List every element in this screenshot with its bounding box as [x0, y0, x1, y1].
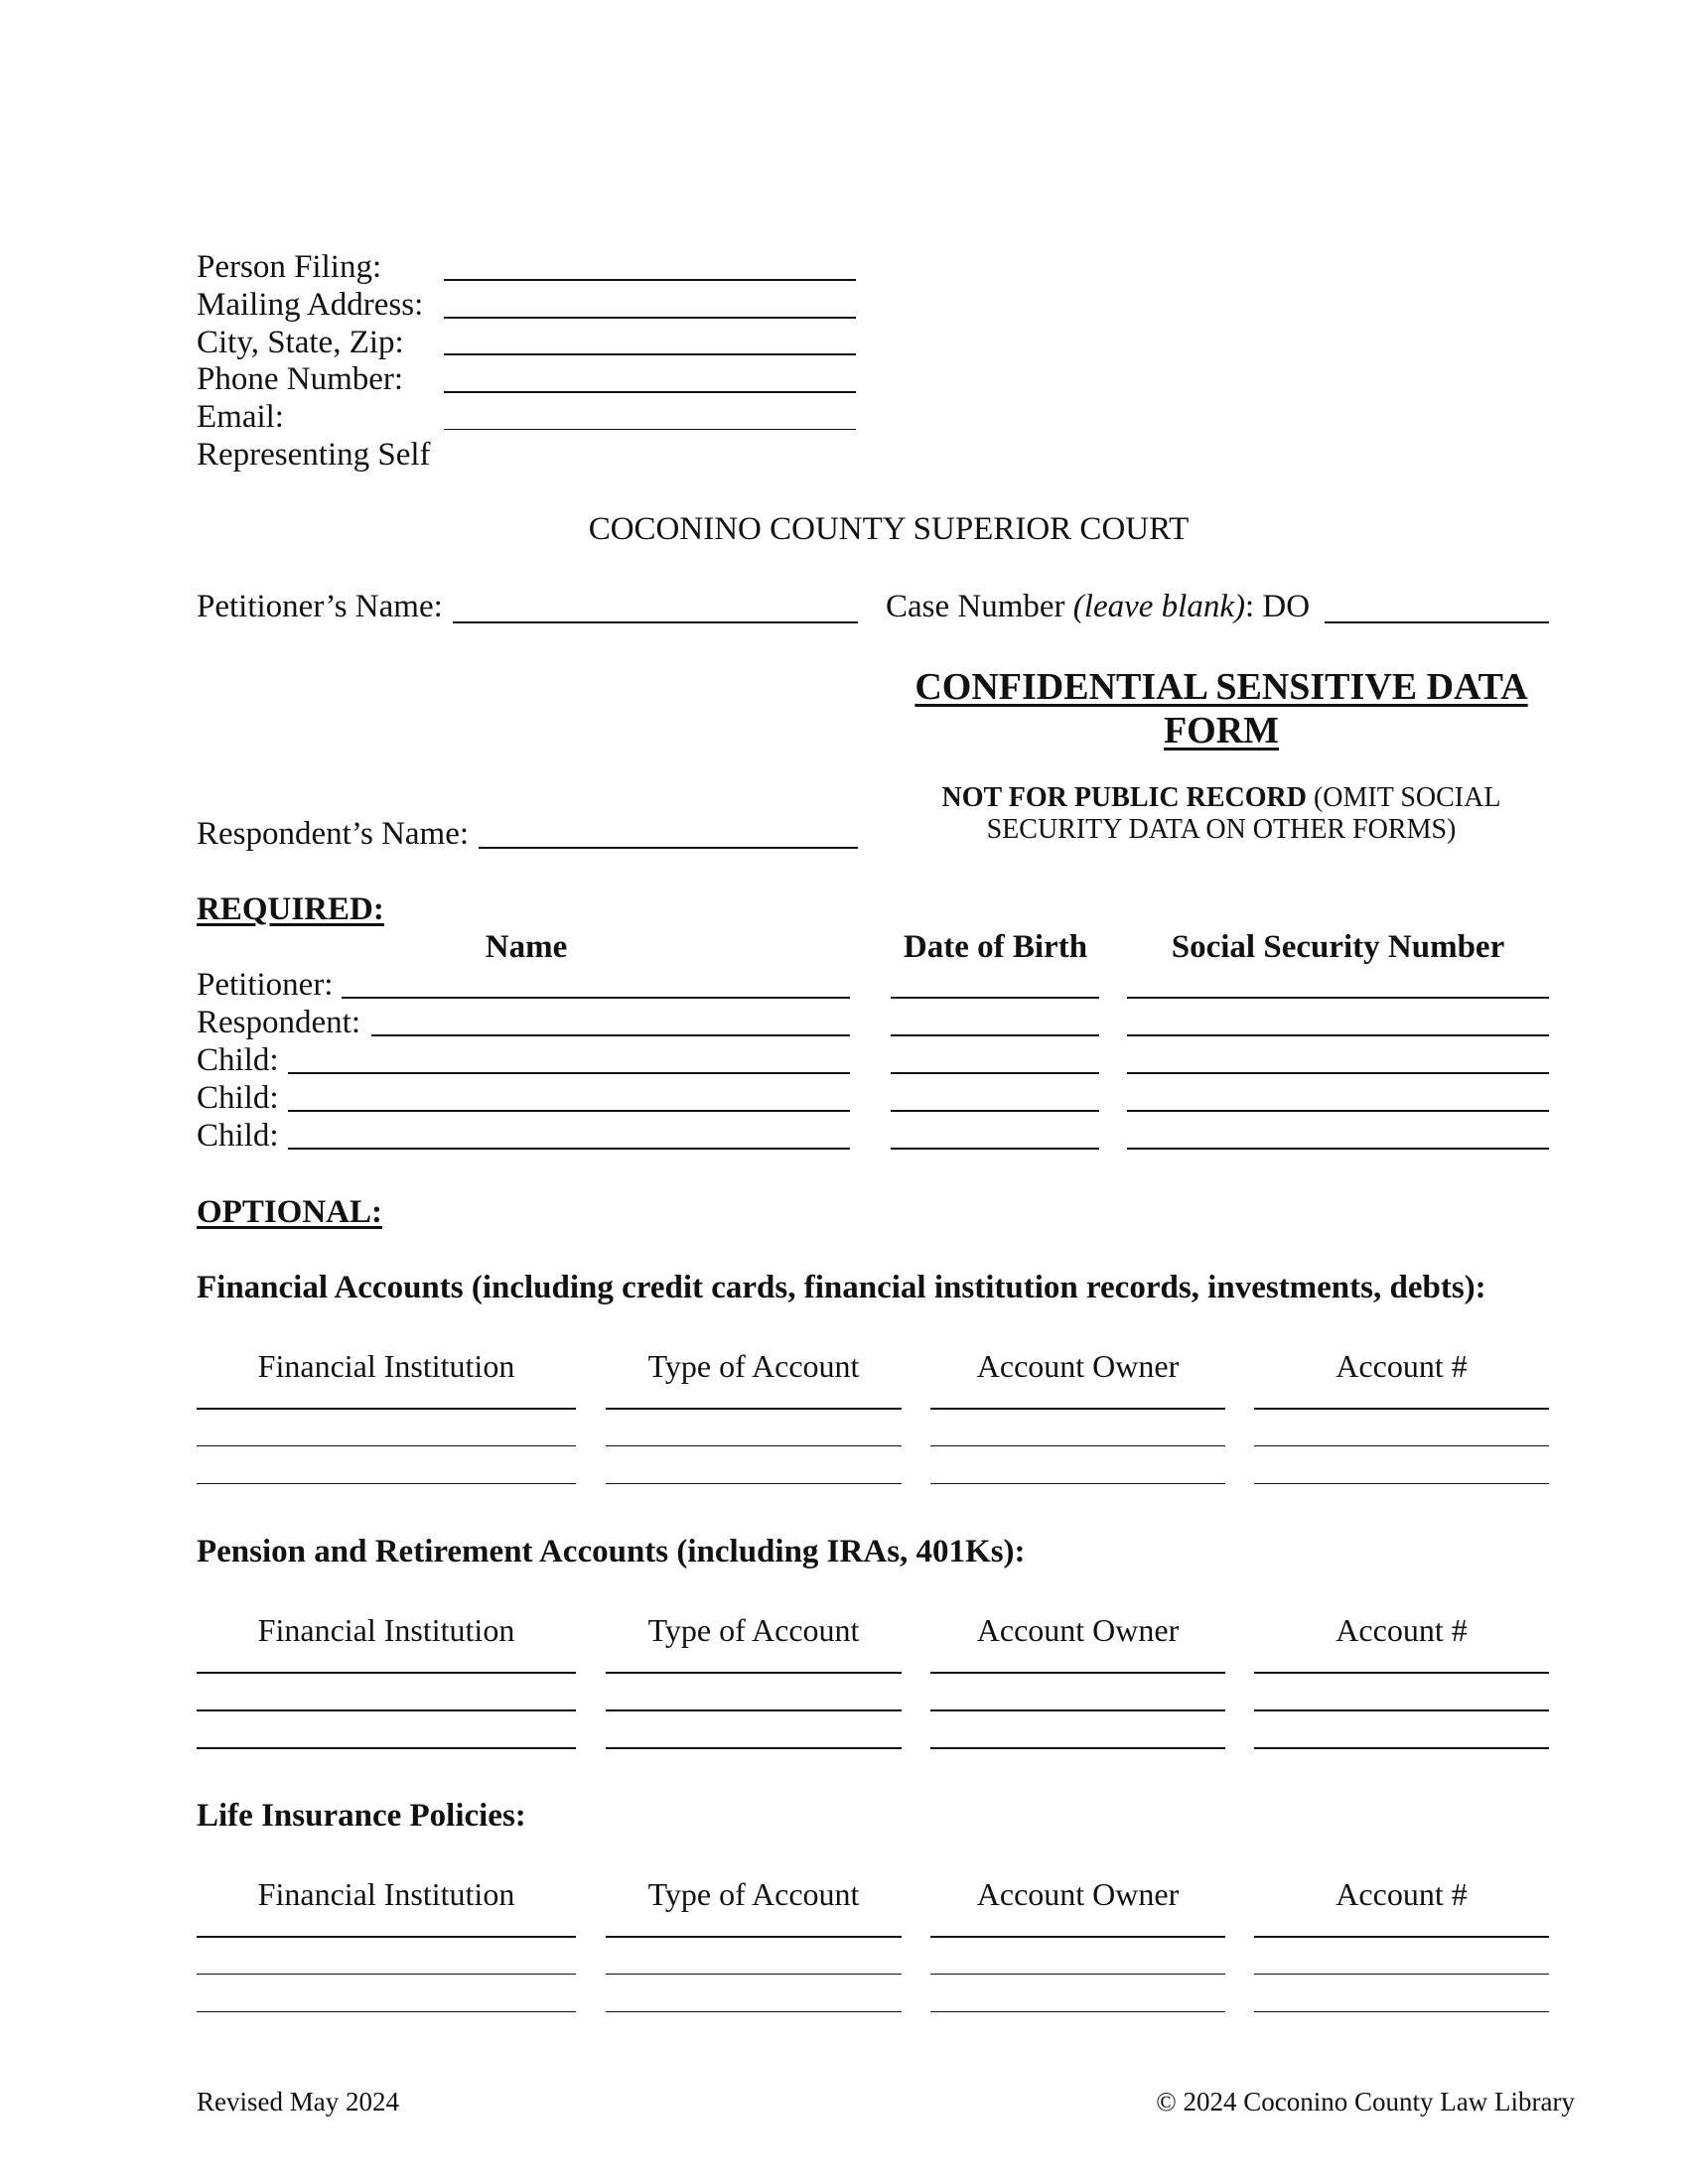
child-2-ssn-input[interactable]	[1127, 1110, 1549, 1112]
label-mailing-address: Mailing Address:	[197, 287, 424, 323]
respondent-name-field[interactable]	[479, 847, 858, 849]
case-number-field[interactable]	[1325, 621, 1549, 623]
label-representing-self: Representing Self	[197, 437, 431, 473]
row-label-respondent: Respondent:	[197, 1005, 360, 1040]
row-label-child-2: Child:	[197, 1080, 279, 1116]
pen-col-type: Type of Account	[647, 1612, 860, 1648]
petitioner-dob-input[interactable]	[891, 997, 1099, 999]
pension-accounts-heading: Pension and Retirement Accounts (including IRAs, 401Ks):	[197, 1534, 1026, 1570]
pen-col-institution: Financial Institution	[257, 1612, 515, 1648]
life-col-owner: Account Owner	[976, 1876, 1180, 1912]
pen-row-3-owner[interactable]	[930, 1747, 1225, 1749]
fin-col-institution: Financial Institution	[257, 1348, 515, 1384]
petitioner-name-input[interactable]	[342, 997, 850, 999]
fin-col-owner: Account Owner	[976, 1348, 1180, 1384]
fin-row-1-owner[interactable]	[930, 1408, 1225, 1410]
label-respondent-name: Respondent’s Name:	[197, 816, 470, 852]
life-row-2-account[interactable]	[1254, 1974, 1549, 1975]
label-person-filing: Person Filing:	[197, 249, 382, 285]
fin-row-3-account[interactable]	[1254, 1483, 1549, 1484]
fin-row-2-owner[interactable]	[930, 1445, 1225, 1446]
pen-row-2-institution[interactable]	[197, 1709, 576, 1711]
label-city-state-zip: City, State, Zip:	[197, 325, 404, 360]
fin-row-2-account[interactable]	[1254, 1445, 1549, 1446]
note-rest: (OMIT SOCIAL	[1306, 782, 1501, 813]
pen-row-2-account[interactable]	[1254, 1709, 1549, 1711]
fin-col-account-number: Account #	[1336, 1348, 1468, 1384]
life-row-2-type[interactable]	[606, 1974, 902, 1975]
respondent-ssn-input[interactable]	[1127, 1034, 1549, 1036]
email-field[interactable]	[444, 429, 856, 430]
pen-row-1-account[interactable]	[1254, 1672, 1549, 1674]
city-state-zip-field[interactable]	[444, 353, 856, 355]
life-col-type: Type of Account	[647, 1876, 860, 1912]
case-number-italic: (leave blank)	[1072, 589, 1245, 624]
financial-accounts-heading: Financial Accounts (including credit cards, financial institution records, investments, debts):	[197, 1270, 1486, 1305]
life-row-3-account[interactable]	[1254, 2011, 1549, 2012]
label-email: Email:	[197, 399, 284, 435]
respondent-name-input[interactable]	[371, 1034, 850, 1036]
pen-col-owner: Account Owner	[976, 1612, 1180, 1648]
col-name-heading: Name	[485, 929, 568, 965]
form-title-line1: CONFIDENTIAL SENSITIVE DATA	[914, 666, 1528, 708]
child-3-ssn-input[interactable]	[1127, 1148, 1549, 1150]
case-number-label	[886, 591, 1310, 623]
life-row-3-type[interactable]	[606, 2011, 902, 2012]
fin-row-2-institution[interactable]	[197, 1445, 576, 1446]
pen-col-account-number: Account #	[1336, 1612, 1468, 1648]
life-col-institution: Financial Institution	[257, 1876, 515, 1912]
life-row-3-institution[interactable]	[197, 2011, 576, 2012]
petitioner-ssn-input[interactable]	[1127, 997, 1549, 999]
pen-row-2-type[interactable]	[606, 1709, 902, 1711]
mailing-address-field[interactable]	[444, 317, 856, 319]
required-heading: REQUIRED:	[197, 891, 384, 927]
fin-row-3-owner[interactable]	[930, 1483, 1225, 1484]
label-petitioner-name: Petitioner’s Name:	[197, 589, 443, 624]
petitioner-name-field[interactable]	[453, 621, 858, 623]
child-1-name-input[interactable]	[288, 1072, 850, 1074]
col-dob-heading: Date of Birth	[903, 929, 1088, 965]
respondent-dob-input[interactable]	[891, 1034, 1099, 1036]
form-title-line2: FORM	[1163, 710, 1280, 751]
life-row-2-owner[interactable]	[930, 1974, 1225, 1975]
life-row-1-type[interactable]	[606, 1936, 902, 1938]
life-insurance-heading: Life Insurance Policies:	[197, 1798, 526, 1834]
pen-row-3-institution[interactable]	[197, 1747, 576, 1749]
note-line2: SECURITY DATA ON OTHER FORMS)	[986, 814, 1457, 845]
row-label-petitioner: Petitioner:	[197, 967, 334, 1003]
court-name: COCONINO COUNTY SUPERIOR COURT	[588, 511, 1190, 547]
life-row-2-institution[interactable]	[197, 1974, 576, 1975]
pen-row-1-institution[interactable]	[197, 1672, 576, 1674]
footer-revised: Revised May 2024	[197, 2087, 399, 2116]
life-col-account-number: Account #	[1336, 1876, 1468, 1912]
child-3-dob-input[interactable]	[891, 1148, 1099, 1150]
pen-row-1-type[interactable]	[606, 1672, 902, 1674]
phone-number-field[interactable]	[444, 391, 856, 393]
pen-row-3-type[interactable]	[606, 1747, 902, 1749]
optional-heading: OPTIONAL:	[197, 1194, 383, 1230]
col-ssn-heading: Social Security Number	[1171, 929, 1505, 965]
form-title	[874, 665, 1569, 752]
child-1-ssn-input[interactable]	[1127, 1072, 1549, 1074]
child-3-name-input[interactable]	[288, 1148, 850, 1150]
child-1-dob-input[interactable]	[891, 1072, 1099, 1074]
row-label-child-3: Child:	[197, 1118, 279, 1154]
public-record-note	[874, 782, 1569, 846]
pen-row-3-account[interactable]	[1254, 1747, 1549, 1749]
life-row-3-owner[interactable]	[930, 2011, 1225, 2012]
life-row-1-owner[interactable]	[930, 1936, 1225, 1938]
row-label-child-1: Child:	[197, 1042, 279, 1078]
case-number-prefix: Case Number	[886, 589, 1073, 624]
fin-row-1-account[interactable]	[1254, 1408, 1549, 1410]
footer-copyright: © 2024 Coconino County Law Library	[1156, 2087, 1575, 2116]
pen-row-2-owner[interactable]	[930, 1709, 1225, 1711]
label-phone-number: Phone Number:	[197, 361, 404, 397]
case-number-suffix: : DO	[1244, 589, 1311, 624]
child-2-name-input[interactable]	[288, 1110, 850, 1112]
person-filing-field[interactable]	[444, 279, 856, 281]
pen-row-1-owner[interactable]	[930, 1672, 1225, 1674]
fin-col-type: Type of Account	[647, 1348, 860, 1384]
fin-row-1-institution[interactable]	[197, 1408, 576, 1410]
fin-row-3-type[interactable]	[606, 1483, 902, 1484]
life-row-1-account[interactable]	[1254, 1936, 1549, 1938]
life-row-1-institution[interactable]	[197, 1936, 576, 1938]
fin-row-3-institution[interactable]	[197, 1483, 576, 1484]
fin-row-2-type[interactable]	[606, 1445, 902, 1446]
child-2-dob-input[interactable]	[891, 1110, 1099, 1112]
note-bold: NOT FOR PUBLIC RECORD	[941, 782, 1307, 813]
fin-row-1-type[interactable]	[606, 1408, 902, 1410]
